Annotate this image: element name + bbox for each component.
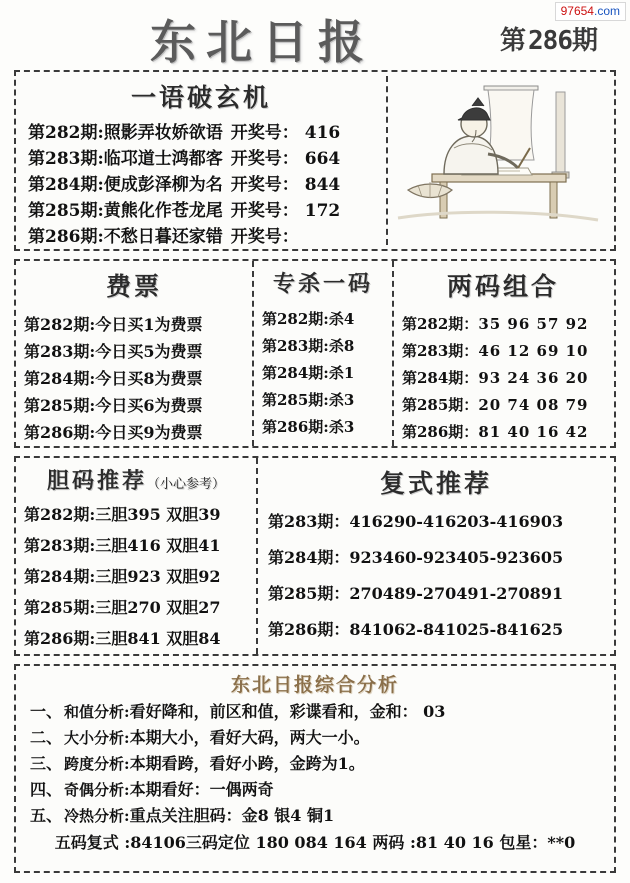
compound-period: 第284期： [268, 548, 350, 567]
dan-code-period: 第285期: [24, 598, 96, 617]
oracle-row [28, 172, 386, 198]
fee-rows [16, 307, 252, 446]
fee-period: 第282期: [24, 315, 96, 334]
oracle-kj-label: 开奖号： [230, 149, 299, 169]
issue-suffix: 期 [571, 26, 600, 56]
analysis-row [16, 777, 614, 803]
analysis-key: 和值分析: [64, 703, 130, 721]
two-code-row [402, 365, 612, 392]
two-code-row [402, 338, 612, 365]
analysis-footer: 五码复式 :84106三码定位 180 084 164 两码 :81 40 16 包星：**0 [54, 833, 576, 852]
fee-text: 今日买1为费票 [95, 315, 203, 334]
fee-period: 第286期: [24, 423, 96, 442]
fee-text: 今日买8为费票 [95, 369, 203, 388]
oracle-row [28, 146, 386, 172]
analysis-row [16, 803, 614, 829]
compound-period: 第283期： [268, 512, 350, 531]
two-code-values: 81 40 16 42 [478, 423, 589, 441]
two-code-period: 第283期： [402, 342, 479, 360]
issue-prefix: 第 [500, 26, 529, 56]
kill-one-text: 杀1 [328, 364, 355, 382]
two-code-rows [394, 307, 612, 446]
two-code-period: 第286期： [402, 423, 479, 441]
oracle-result: 844 [304, 175, 341, 195]
section-three-columns [14, 259, 616, 448]
dan-code-period: 第282期: [24, 505, 96, 524]
watermark-digits: 97654 [560, 4, 594, 18]
analysis-key: 大小分析: [64, 729, 130, 747]
oracle-kj-label: 开奖号： [230, 123, 299, 143]
kill-one-row [262, 360, 392, 387]
analysis-index: 二、 [30, 728, 63, 747]
kill-one-text: 杀3 [328, 418, 355, 436]
two-code-row [402, 419, 612, 446]
two-code-values: 20 74 08 79 [478, 396, 589, 414]
dan-code-row [16, 623, 256, 654]
dan-code-text: 三胆395 双胆39 [95, 505, 221, 524]
fee-period: 第283期: [24, 342, 96, 361]
column-dan-code [16, 458, 256, 654]
oracle-period: 第282期: [28, 123, 104, 143]
compound-text: 923460-923405-923605 [349, 548, 564, 567]
oracle-phrase: 便成彭泽柳为名 [103, 175, 223, 195]
compound-row [258, 612, 614, 648]
two-code-period: 第285期： [402, 396, 479, 414]
dan-code-row [16, 530, 256, 561]
scholar-illustration-svg [388, 78, 612, 238]
kill-one-period: 第284期: [262, 364, 329, 382]
compound-title: 复式推荐 [379, 469, 492, 498]
two-column-grid [16, 458, 614, 654]
issue-value: 286 [528, 26, 572, 56]
analysis-row [16, 699, 614, 725]
section-two-columns [14, 456, 616, 656]
oracle-period: 第286期: [28, 227, 104, 247]
compound-row [258, 576, 614, 612]
oracle-result: 416 [304, 123, 341, 143]
oracle-kj-label: 开奖号： [230, 227, 299, 247]
dan-code-row [16, 561, 256, 592]
two-code-row [402, 392, 612, 419]
analysis-index: 四、 [30, 780, 63, 799]
watermark-suffix: .com [593, 4, 620, 18]
two-code-values: 46 12 69 10 [478, 342, 589, 360]
analysis-key: 冷热分析: [64, 807, 130, 825]
analysis-index: 三、 [30, 754, 63, 773]
fee-text: 今日买6为费票 [95, 396, 203, 415]
dan-code-period: 第286期: [24, 629, 96, 648]
analysis-index: 五、 [30, 806, 63, 825]
oracle-phrase: 照影弄妆娇欲语 [103, 123, 223, 143]
compound-text: 270489-270491-270891 [349, 584, 564, 603]
dan-code-text: 三胆270 双胆27 [95, 598, 221, 617]
oracle-rows [16, 118, 386, 250]
two-code-row [402, 311, 612, 338]
oracle-period: 第284期: [28, 175, 104, 195]
two-code-values: 35 96 57 92 [478, 315, 589, 333]
kill-one-period: 第285期: [262, 391, 329, 409]
dan-code-text: 三胆841 双胆84 [95, 629, 221, 648]
compound-period: 第286期： [268, 620, 350, 639]
kill-one-text: 杀4 [328, 310, 355, 328]
dan-code-row [16, 499, 256, 530]
compound-row [258, 504, 614, 540]
compound-text: 841062-841025-841625 [349, 620, 564, 639]
kill-one-period: 第282期: [262, 310, 329, 328]
masthead [0, 0, 630, 70]
kill-one-row [262, 333, 392, 360]
dan-code-period: 第284期: [24, 567, 96, 586]
analysis-text: 重点关注胆码：金8 银4 铜1 [129, 806, 335, 825]
analysis-row [16, 725, 614, 751]
fee-period: 第284期: [24, 369, 96, 388]
three-column-grid [16, 261, 614, 446]
column-kill-one [252, 261, 392, 446]
issue-number [500, 20, 600, 57]
kill-one-text: 杀3 [328, 391, 355, 409]
oracle-row [28, 198, 386, 224]
fee-row [24, 419, 252, 446]
oracle-kj-label: 开奖号： [230, 175, 299, 195]
illustration-scholar [388, 78, 612, 238]
oracle-period: 第285期: [28, 201, 104, 221]
section-analysis [14, 664, 616, 873]
fee-text: 今日买9为费票 [95, 423, 203, 442]
analysis-row [16, 751, 614, 777]
fee-period: 第285期: [24, 396, 96, 415]
two-code-period: 第282期： [402, 315, 479, 333]
kill-one-text: 杀8 [328, 337, 355, 355]
analysis-text: 本期大小，看好大码，两大一小。 [129, 728, 370, 747]
two-code-period: 第284期： [402, 369, 479, 387]
fee-title: 费票 [105, 272, 162, 301]
column-fee [16, 261, 252, 446]
oracle-result: 664 [304, 149, 341, 169]
fee-text: 今日买5为费票 [95, 342, 203, 361]
analysis-text: 本期看好：一偶两奇 [129, 780, 274, 799]
fee-row [24, 311, 252, 338]
section-oracle [14, 70, 616, 251]
analysis-text: 看好降和，前区和值，彩谍看和，金和： 03 [129, 702, 446, 721]
analysis-key: 跨度分析: [64, 755, 130, 773]
dan-code-rows [16, 499, 256, 654]
oracle-row [28, 224, 386, 250]
fee-row [24, 338, 252, 365]
oracle-left-column [16, 72, 386, 250]
dan-code-hint: （小心参考） [147, 477, 226, 492]
dan-code-title [16, 458, 256, 499]
oracle-row [28, 120, 386, 146]
kill-one-row [262, 306, 392, 333]
oracle-kj-label: 开奖号： [230, 201, 299, 221]
two-code-title: 两码组合 [446, 272, 559, 301]
compound-period: 第285期： [268, 584, 350, 603]
oracle-result: 172 [304, 201, 341, 221]
fee-row [24, 365, 252, 392]
compound-row [258, 540, 614, 576]
kill-one-rows [254, 302, 392, 441]
oracle-title: 一语破玄机 [130, 83, 271, 112]
compound-text: 416290-416203-416903 [349, 512, 564, 531]
oracle-phrase: 不愁日暮还家错 [103, 227, 223, 247]
analysis-title: 东北日报综合分析 [230, 674, 399, 696]
analysis-key: 奇偶分析: [64, 781, 130, 799]
kill-one-title: 专杀一码 [272, 271, 373, 297]
analysis-rows [16, 699, 614, 829]
two-code-values: 93 24 36 20 [478, 369, 589, 387]
compound-rows [258, 504, 614, 648]
column-compound [256, 458, 614, 654]
column-two-code [392, 261, 612, 446]
dan-code-title-text: 胆码推荐 [46, 468, 147, 494]
oracle-phrase: 黄熊化作苍龙尾 [103, 201, 223, 221]
dan-code-text: 三胆923 双胆92 [95, 567, 221, 586]
oracle-phrase: 临邛道士鸿都客 [103, 149, 223, 169]
oracle-period: 第283期: [28, 149, 104, 169]
dan-code-row [16, 592, 256, 623]
kill-one-row [262, 414, 392, 441]
kill-one-period: 第283期: [262, 337, 329, 355]
dan-code-text: 三胆416 双胆41 [95, 536, 221, 555]
kill-one-period: 第286期: [262, 418, 329, 436]
fee-row [24, 392, 252, 419]
analysis-index: 一、 [30, 702, 63, 721]
dan-code-period: 第283期: [24, 536, 96, 555]
kill-one-row [262, 387, 392, 414]
analysis-text: 本期看跨，看好小跨，金跨为1。 [129, 754, 365, 773]
page-title: 东北日报 [150, 15, 374, 69]
